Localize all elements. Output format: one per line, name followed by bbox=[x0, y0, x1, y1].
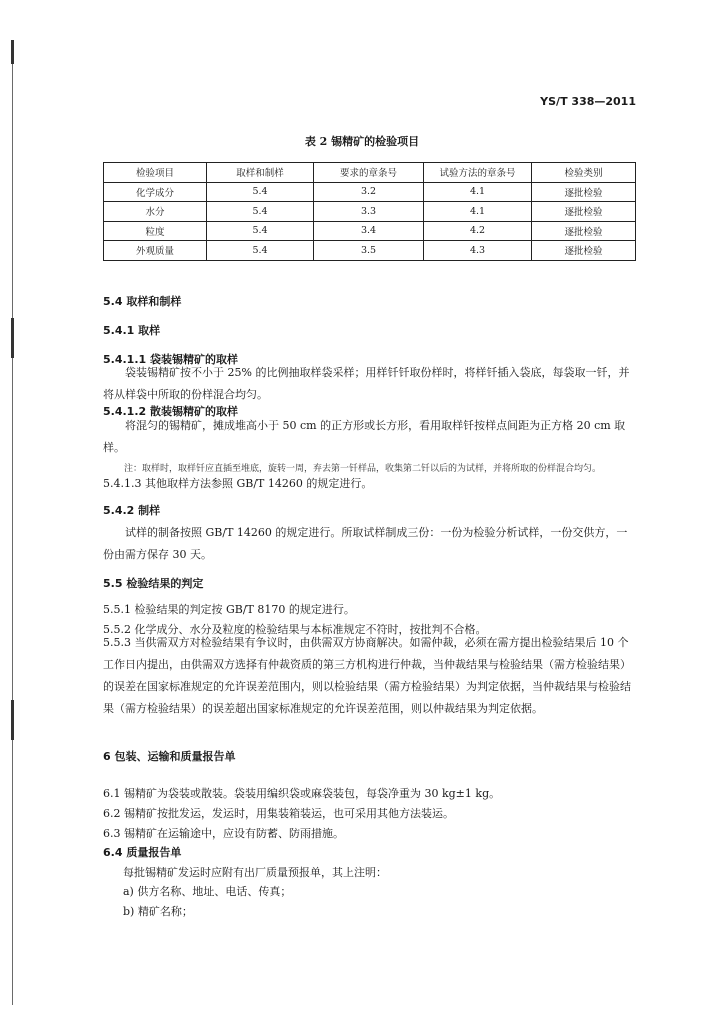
section-5-4-2-heading: 5.4.2 制样 bbox=[103, 504, 161, 517]
table-cell: 4.1 bbox=[424, 202, 532, 222]
table-cell: 逐批检验 bbox=[532, 202, 636, 222]
table-cell: 化学成分 bbox=[104, 182, 207, 202]
table-cell: 3.5 bbox=[314, 241, 424, 261]
table-header-cell: 试验方法的章条号 bbox=[424, 163, 532, 183]
section-5-5-2: 5.5.2 化学成分、水分及粒度的检验结果与本标准规定不符时，按批判不合格。 bbox=[103, 623, 487, 636]
table-header-row bbox=[104, 163, 636, 183]
table-cell: 5.4 bbox=[207, 202, 314, 222]
table-row bbox=[104, 221, 636, 241]
table-cell: 5.4 bbox=[207, 221, 314, 241]
section-5-4-1-2-body: 将混匀的锡精矿，摊成堆高小于 50 cm 的正方形或长方形，看用取样钎按样点间距为正方格 20 cm 取样。 bbox=[103, 419, 626, 454]
table-row bbox=[104, 202, 636, 222]
table-header-cell: 检验类别 bbox=[532, 163, 636, 183]
table-cell: 逐批检验 bbox=[532, 221, 636, 241]
scan-edge-line bbox=[12, 40, 13, 1005]
standard-number: YS/T 338—2011 bbox=[540, 95, 636, 108]
table-cell: 外观质量 bbox=[104, 241, 207, 261]
table-row bbox=[104, 182, 636, 202]
section-5-4-1-1-heading: 5.4.1.1 袋装锡精矿的取样 bbox=[103, 353, 238, 366]
section-5-5-1: 5.5.1 检验结果的判定按 GB/T 8170 的规定进行。 bbox=[103, 603, 355, 616]
inspection-items-table bbox=[103, 162, 636, 261]
section-6-4-heading: 6.4 质量报告单 bbox=[103, 846, 182, 859]
table-cell: 3.2 bbox=[314, 182, 424, 202]
section-5-4-1-2-heading: 5.4.1.2 散装锡精矿的取样 bbox=[103, 405, 238, 418]
table-header-cell: 取样和制样 bbox=[207, 163, 314, 183]
section-5-4-1-1-body: 袋装锡精矿按不小于 25% 的比例抽取样袋采样；用样钎钎取份样时，将样钎插入袋底，每袋取一钎，并将从样袋中所取的份样混合均匀。 bbox=[103, 366, 630, 401]
section-6-3: 6.3 锡精矿在运输途中，应设有防蓄、防雨措施。 bbox=[103, 827, 344, 840]
table-cell: 逐批检验 bbox=[532, 182, 636, 202]
table-cell: 5.4 bbox=[207, 241, 314, 261]
sampling-note: 注：取样时，取样钎应直插至堆底，旋转一周，弃去第一钎样品，收集第二钎以后的为试样，并将所取的份样混合均匀。 bbox=[124, 464, 602, 474]
table-row bbox=[104, 241, 636, 261]
table-header-cell: 检验项目 bbox=[104, 163, 207, 183]
table-cell: 4.1 bbox=[424, 182, 532, 202]
table-cell: 4.3 bbox=[424, 241, 532, 261]
section-5-4-1-3: 5.4.1.3 其他取样方法参照 GB/T 14260 的规定进行。 bbox=[103, 477, 373, 490]
table-caption: 表 2 锡精矿的检验项目 bbox=[304, 135, 420, 148]
table-header-cell: 要求的章条号 bbox=[314, 163, 424, 183]
section-5-5-3: 5.5.3 当供需双方对检验结果有争议时，由供需双方协商解决。如需仲裁，必须在需方提出检验结果后 10 个工作日内提出，由供需双方选择有仲裁资质的第三方机构进行仲裁，当仲裁结果与检验结果（需方检验结果）的误差在国家标准规定的允许误差范围内，则以检验结果（需方检验结果）为判定依据，当仲裁结果与检验结果（需方检验结果）的误差超出国家标准规定的允许误差范围，则以仲裁结果为判定依据。 bbox=[103, 636, 631, 715]
scan-edge-mark bbox=[11, 318, 14, 358]
list-item: a) 供方名称、地址、电话、传真； bbox=[123, 885, 292, 898]
scan-edge-mark bbox=[11, 40, 14, 64]
scan-edge-mark bbox=[11, 700, 14, 740]
section-6-heading: 6 包装、运输和质量报告单 bbox=[103, 750, 236, 763]
list-item: b) 精矿名称； bbox=[123, 905, 193, 918]
section-5-4-1-heading: 5.4.1 取样 bbox=[103, 324, 161, 337]
section-5-5-heading: 5.5 检验结果的判定 bbox=[103, 577, 204, 590]
table-cell: 5.4 bbox=[207, 182, 314, 202]
table-cell: 粒度 bbox=[104, 221, 207, 241]
section-5-4-2-body: 试样的制备按照 GB/T 14260 的规定进行。所取试样制成三份：一份为检验分析试样，一份交供方，一份由需方保存 30 天。 bbox=[103, 526, 628, 561]
section-5-4-heading: 5.4 取样和制样 bbox=[103, 295, 182, 308]
table-cell: 水分 bbox=[104, 202, 207, 222]
table-cell: 3.3 bbox=[314, 202, 424, 222]
table-cell: 逐批检验 bbox=[532, 241, 636, 261]
section-6-2: 6.2 锡精矿按批发运，发运时，用集装箱装运，也可采用其他方法装运。 bbox=[103, 807, 454, 820]
table-cell: 3.4 bbox=[314, 221, 424, 241]
quality-report-intro: 每批锡精矿发运时应附有出厂质量预报单，其上注明： bbox=[123, 866, 387, 879]
section-6-1: 6.1 锡精矿为袋装或散装。袋装用编织袋或麻袋装包，每袋净重为 30 kg±1 kg。 bbox=[103, 787, 501, 800]
table-cell: 4.2 bbox=[424, 221, 532, 241]
